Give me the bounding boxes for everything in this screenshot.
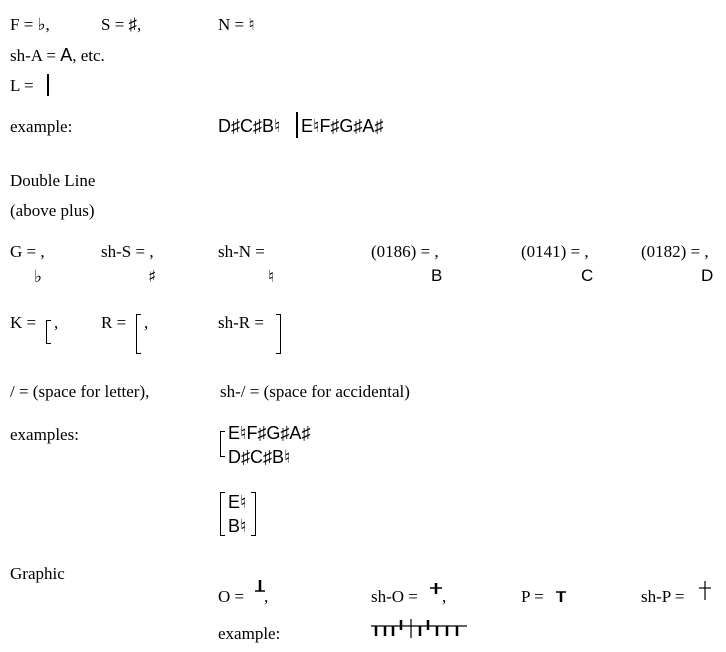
sh-o-comma: , <box>442 587 447 606</box>
example-a-top: E♮F♯G♯A♯ <box>228 423 311 443</box>
code-g: G = , <box>10 242 45 261</box>
code-sh-n: sh-N = <box>218 242 265 261</box>
example-notes-1: D♯C♯B♮ <box>218 116 281 136</box>
code-sh-p: sh-P = <box>641 587 685 606</box>
example-notes-2: E♮F♯G♯A♯ <box>301 116 384 136</box>
example-a-bracket <box>220 431 225 457</box>
code-k: K = <box>10 313 37 332</box>
single-bar-line <box>47 74 49 96</box>
code-s: S = ♯, <box>101 15 142 34</box>
code-n: N = ♮ <box>218 15 255 34</box>
examples-label: examples: <box>10 425 79 444</box>
example-b-right-bracket <box>251 492 256 536</box>
code-sh-slash: sh-/ = (space for accidental) <box>220 382 410 401</box>
example-b-bottom: B♮ <box>228 516 247 536</box>
code-sh-r: sh-R = <box>218 313 264 332</box>
flat-glyph: ♭ <box>34 267 43 287</box>
glyph-c: C <box>581 266 594 285</box>
graphic-heading: Graphic <box>10 564 65 583</box>
sh-a-letter: A <box>60 45 73 65</box>
code-0141: (0141) = , <box>521 242 589 261</box>
r-comma: , <box>144 313 149 332</box>
example-label: example: <box>10 117 73 136</box>
k-bracket <box>46 320 51 344</box>
example-bar-line <box>296 112 298 138</box>
example-b-top: E♮ <box>228 492 247 512</box>
double-line-heading: Double Line <box>10 171 96 190</box>
code-0186: (0186) = , <box>371 242 439 261</box>
sh-r-bracket <box>276 314 281 354</box>
code-p: P = <box>521 587 544 606</box>
example-b-left-bracket <box>220 492 225 536</box>
o-comma: , <box>264 587 269 606</box>
natural-glyph: ♮ <box>268 267 275 287</box>
k-comma: , <box>54 313 59 332</box>
code-o: O = <box>218 587 245 606</box>
double-line-subheading: (above plus) <box>10 201 95 220</box>
sh-o-graphic-icon <box>429 582 443 598</box>
code-0182: (0182) = , <box>641 242 709 261</box>
code-slash: / = (space for letter), <box>10 382 150 401</box>
code-sh-s: sh-S = , <box>101 242 154 261</box>
code-l: L = <box>10 76 34 95</box>
graphic-example-label: example: <box>218 624 281 643</box>
sh-p-graphic-icon <box>698 580 712 602</box>
code-r: R = <box>101 313 127 332</box>
r-bracket <box>136 314 141 354</box>
code-sh-o: sh-O = <box>371 587 418 606</box>
code-sh-a: sh-A = A, etc. <box>10 45 105 65</box>
example-a-bottom: D♯C♯B♮ <box>228 447 291 467</box>
sharp-glyph: ♯ <box>148 267 157 287</box>
code-f: F = ♭, <box>10 15 50 34</box>
glyph-b: B <box>431 266 443 285</box>
glyph-d: D <box>701 266 714 285</box>
graphic-example-icon <box>371 618 469 640</box>
p-graphic-icon <box>555 590 567 604</box>
